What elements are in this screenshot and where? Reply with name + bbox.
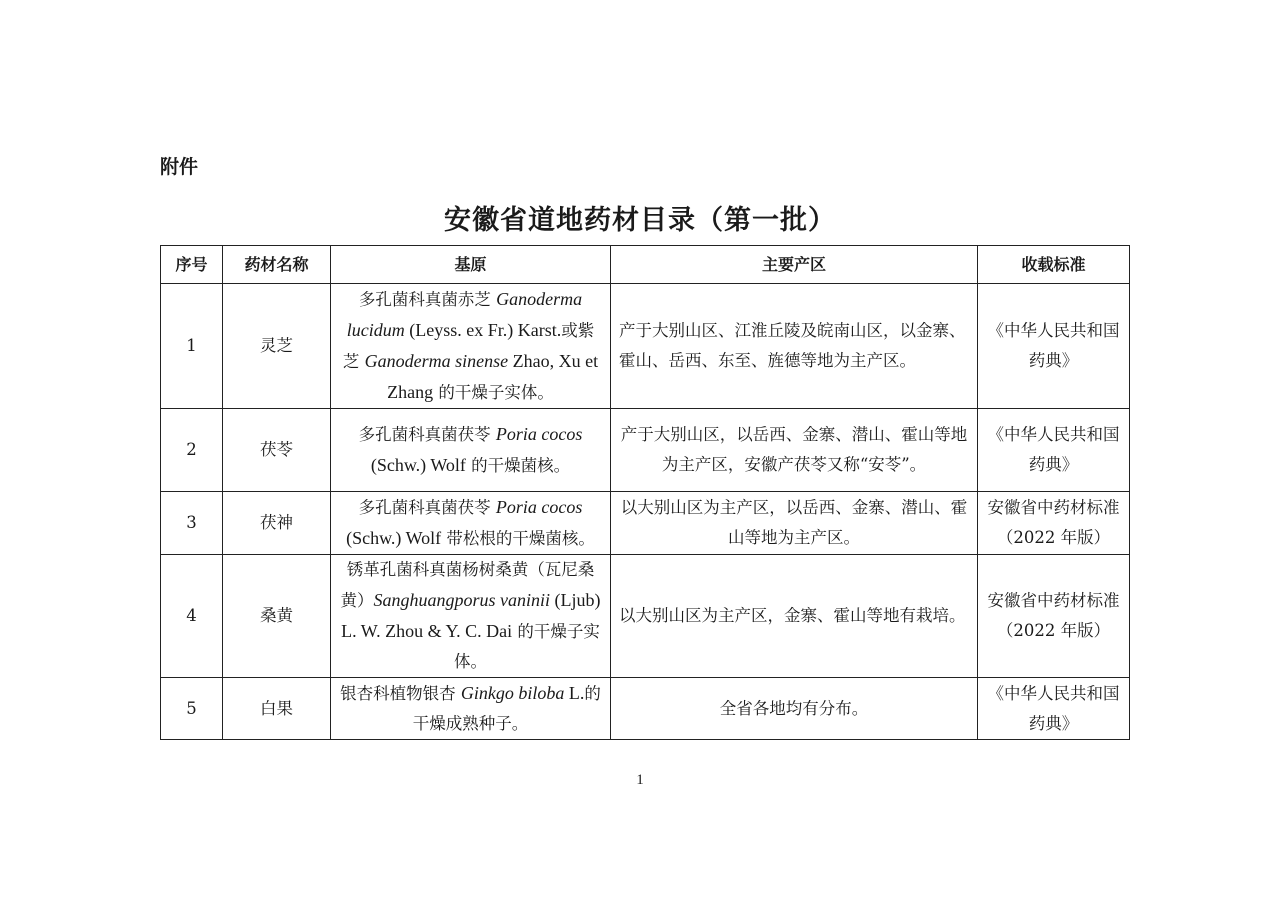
cell-region: 产于大别山区，以岳西、金寨、潜山、霍山等地为主产区，安徽产茯苓又称“安苓”。 xyxy=(611,409,978,492)
herb-catalog-table xyxy=(160,245,1130,740)
species-name: Sanghuangporus vaninii xyxy=(373,590,551,610)
cell-standard: 安徽省中药材标准（2022 年版） xyxy=(978,492,1130,555)
cell-region: 产于大别山区、江淮丘陵及皖南山区，以金寨、霍山、岳西、东至、旌德等地为主产区。 xyxy=(611,284,978,409)
origin-text: (Leyss. ex Fr.) Karst. xyxy=(404,320,562,340)
table-row xyxy=(161,409,1130,492)
origin-text: 的干燥成熟种子。 xyxy=(412,684,601,733)
cell-no: 4 xyxy=(161,555,223,678)
document-title: 安徽省道地药材目录（第一批） xyxy=(444,205,836,236)
origin-text: 多孔菌科真菌赤芝 xyxy=(358,290,497,309)
origin-text: 的干燥菌核。 xyxy=(465,456,571,475)
cell-no: 5 xyxy=(161,678,223,740)
origin-text: 的干燥子实体。 xyxy=(454,622,600,671)
cell-origin xyxy=(331,492,611,555)
cell-standard: 安徽省中药材标准（2022 年版） xyxy=(978,555,1130,678)
origin-text: 的干燥子实体。 xyxy=(433,383,554,402)
species-name: Ganoderma lucidum xyxy=(346,289,583,340)
origin-text: L. xyxy=(564,683,585,703)
origin-text: 带松根的干燥菌核。 xyxy=(441,529,595,548)
cell-no: 2 xyxy=(161,409,223,492)
cell-standard: 《中华人民共和国药典》 xyxy=(978,284,1130,409)
species-name: Poria cocos xyxy=(495,497,583,517)
attachment-label: 附件 xyxy=(160,156,199,178)
cell-herb-name: 茯苓 xyxy=(223,409,331,492)
table-row xyxy=(161,678,1130,740)
species-name: Poria cocos xyxy=(495,424,583,444)
header-region: 主要产区 xyxy=(611,246,978,284)
header-herb-name: 药材名称 xyxy=(223,246,331,284)
page-number: 1 xyxy=(636,772,644,788)
origin-text: 多孔菌科真菌茯苓 xyxy=(358,498,496,517)
species-name: Ganoderma sinense xyxy=(364,351,509,371)
origin-text: (Schw.) Wolf xyxy=(346,528,442,548)
cell-origin xyxy=(331,284,611,409)
origin-text: 锈革孔菌科真菌杨树桑黄（瓦尼桑黄） xyxy=(340,560,595,610)
header-no: 序号 xyxy=(161,246,223,284)
origin-text: (Schw.) Wolf xyxy=(370,455,466,475)
cell-herb-name: 茯神 xyxy=(223,492,331,555)
header-origin: 基原 xyxy=(331,246,611,284)
cell-region: 以大别山区为主产区，金寨、霍山等地有栽培。 xyxy=(611,555,978,678)
cell-region: 以大别山区为主产区，以岳西、金寨、潜山、霍山等地为主产区。 xyxy=(611,492,978,555)
cell-no: 1 xyxy=(161,284,223,409)
cell-herb-name: 灵芝 xyxy=(223,284,331,409)
table-row xyxy=(161,555,1130,678)
origin-text: Zhao, Xu et Zhang xyxy=(387,351,599,402)
cell-standard: 《中华人民共和国药典》 xyxy=(978,678,1130,740)
header-standard: 收载标准 xyxy=(978,246,1130,284)
species-name: Ginkgo biloba xyxy=(460,683,565,703)
cell-origin xyxy=(331,678,611,740)
cell-standard: 《中华人民共和国药典》 xyxy=(978,409,1130,492)
cell-origin xyxy=(331,409,611,492)
cell-herb-name: 白果 xyxy=(223,678,331,740)
origin-text: 银杏科植物银杏 xyxy=(340,684,461,703)
cell-herb-name: 桑黄 xyxy=(223,555,331,678)
origin-text: (Ljub) L. W. Zhou & Y. C. Dai xyxy=(341,590,601,641)
cell-no: 3 xyxy=(161,492,223,555)
cell-origin xyxy=(331,555,611,678)
table-row xyxy=(161,284,1130,409)
origin-text: 或紫芝 xyxy=(342,321,595,371)
cell-region: 全省各地均有分布。 xyxy=(611,678,978,740)
table-header-row xyxy=(161,246,1130,284)
origin-text: 多孔菌科真菌茯苓 xyxy=(358,425,496,444)
table-row xyxy=(161,492,1130,555)
